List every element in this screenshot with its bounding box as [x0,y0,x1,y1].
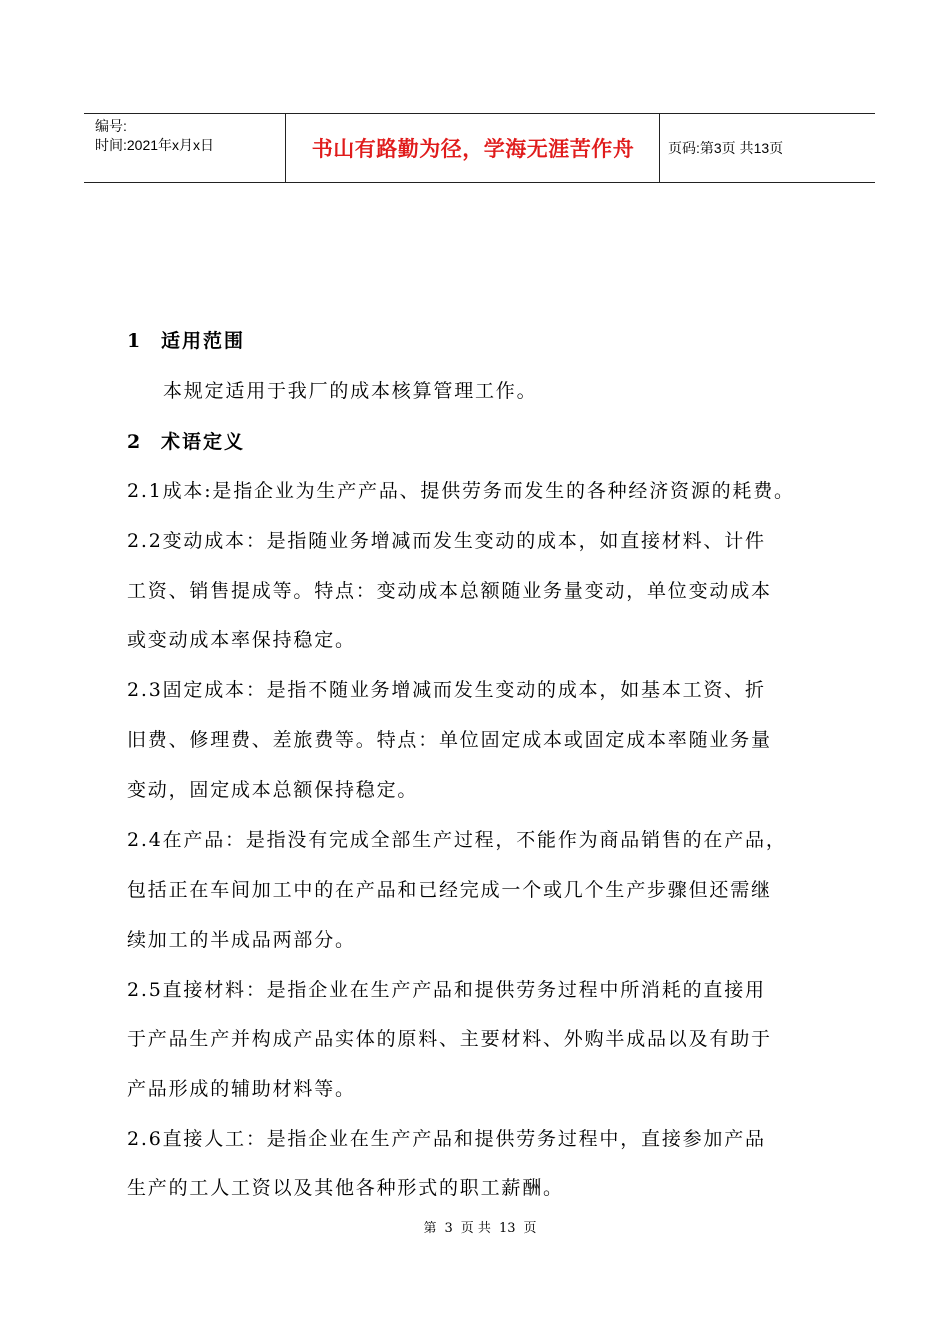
header-page-code: 页码:第3页 共13页 [668,140,784,156]
header-meta [95,117,214,155]
footer-prefix: 第 [423,1221,437,1236]
section-number: 1 [127,330,143,352]
paragraph-line: 变动，固定成本总额保持稳定。 [127,779,419,801]
paragraph-line: 包括正在车间加工中的在产品和已经完成一个或几个生产步骤但还需继 [127,879,772,901]
paragraph-line: 于产品生产并构成产品实体的原料、主要材料、外购半成品以及有助于 [127,1028,772,1050]
section-title: 适用范围 [161,330,246,352]
paragraph-line: 2.5直接材料：是指企业在生产产品和提供劳务过程中所消耗的直接用 [127,979,766,1001]
section-number: 2 [127,431,143,453]
footer-middle: 页 共 [460,1221,491,1236]
paragraph-line: 2.6直接人工：是指企业在生产产品和提供劳务过程中，直接参加产品 [127,1128,766,1150]
paragraph-line: 旧费、修理费、差旅费等。特点：单位固定成本或固定成本率随业务量 [127,729,772,751]
page-footer [0,1217,950,1236]
paragraph-line: 2.2变动成本：是指随业务增减而发生变动的成本，如直接材料、计件 [127,530,766,552]
doc-number-label: 编号: [95,118,127,134]
header-table [84,113,875,183]
footer-page-number: 3 [444,1221,453,1236]
paragraph-line: 产品形成的辅助材料等。 [127,1078,356,1100]
paragraph-line: 生产的工人工资以及其他各种形式的职工薪酬。 [127,1177,564,1199]
paragraph-line: 或变动成本率保持稳定。 [127,629,356,651]
paragraph-line: 本规定适用于我厂的成本核算管理工作。 [163,380,538,402]
footer-suffix: 页 [523,1221,537,1236]
paragraph-line: 工资、销售提成等。特点：变动成本总额随业务量变动，单位变动成本 [127,580,772,602]
paragraph-line: 2.3固定成本：是指不随业务增减而发生变动的成本，如基本工资、折 [127,679,766,701]
paragraph-line: 2.1成本:是指企业为生产产品、提供劳务而发生的各种经济资源的耗费。 [127,480,795,502]
section-heading-1 [127,326,245,353]
footer-total-pages: 13 [498,1221,516,1236]
header-motto: 书山有路勤为径，学海无涯苦作舟 [311,137,635,161]
paragraph-line: 2.4在产品：是指没有完成全部生产过程，不能作为商品销售的在产品， [127,829,787,851]
paragraph-line: 续加工的半成品两部分。 [127,929,356,951]
doc-time-label: 时间:2021年x月x日 [95,137,215,153]
section-title: 术语定义 [161,431,246,453]
section-heading-2 [127,427,245,454]
